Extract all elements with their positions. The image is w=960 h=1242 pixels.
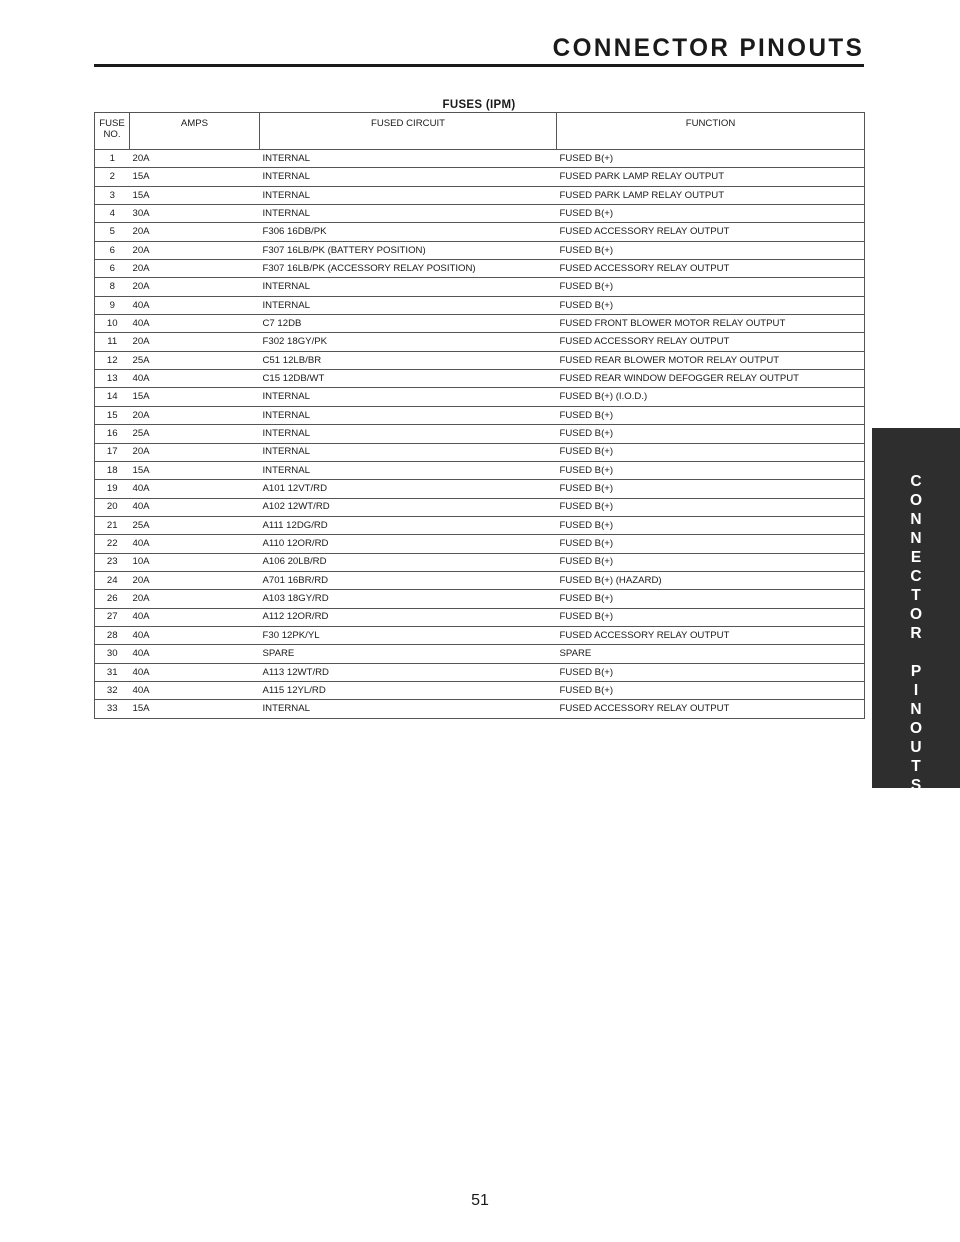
cell-fuse-no: 26 bbox=[95, 590, 130, 608]
cell-fuse-no: 6 bbox=[95, 260, 130, 278]
column-header-fused-circuit: FUSED CIRCUIT bbox=[260, 113, 557, 150]
cell-function: FUSED FRONT BLOWER MOTOR RELAY OUTPUT bbox=[557, 315, 865, 333]
cell-function: FUSED B(+) bbox=[557, 498, 865, 516]
cell-fused-circuit: INTERNAL bbox=[260, 186, 557, 204]
cell-amps: 30A bbox=[130, 205, 260, 223]
column-header-amps: AMPS bbox=[130, 113, 260, 150]
table-row bbox=[95, 626, 865, 644]
side-tab-letter: O bbox=[909, 720, 923, 737]
cell-fuse-no: 18 bbox=[95, 461, 130, 479]
cell-function: FUSED B(+) bbox=[557, 461, 865, 479]
cell-function: FUSED B(+) bbox=[557, 535, 865, 553]
cell-amps: 20A bbox=[130, 278, 260, 296]
cell-function: FUSED B(+) bbox=[557, 425, 865, 443]
cell-fuse-no: 15 bbox=[95, 406, 130, 424]
page-number: 51 bbox=[471, 1192, 489, 1209]
cell-fused-circuit: F306 16DB/PK bbox=[260, 223, 557, 241]
side-tab-letter: P bbox=[910, 663, 922, 680]
cell-function: FUSED B(+) (I.O.D.) bbox=[557, 388, 865, 406]
column-header-fuse-no: FUSE NO. bbox=[95, 113, 130, 150]
table-row bbox=[95, 498, 865, 516]
table-row bbox=[95, 150, 865, 168]
table-title: FUSES (IPM) bbox=[442, 99, 516, 111]
table-row bbox=[95, 443, 865, 461]
cell-fuse-no: 20 bbox=[95, 498, 130, 516]
cell-fuse-no: 6 bbox=[95, 241, 130, 259]
cell-fused-circuit: INTERNAL bbox=[260, 278, 557, 296]
side-tab-letter: S bbox=[910, 777, 922, 794]
side-tab-letter bbox=[872, 643, 960, 662]
cell-amps: 40A bbox=[130, 681, 260, 699]
cell-function: FUSED B(+) bbox=[557, 516, 865, 534]
table-row bbox=[95, 370, 865, 388]
table-row bbox=[95, 700, 865, 718]
table-row bbox=[95, 315, 865, 333]
side-tab-letter: C bbox=[910, 473, 922, 490]
cell-function: FUSED PARK LAMP RELAY OUTPUT bbox=[557, 186, 865, 204]
side-tab-letter: T bbox=[911, 587, 921, 604]
column-header-function: FUNCTION bbox=[557, 113, 865, 150]
cell-amps: 40A bbox=[130, 535, 260, 553]
cell-amps: 20A bbox=[130, 150, 260, 168]
cell-fuse-no: 10 bbox=[95, 315, 130, 333]
cell-fused-circuit: F307 16LB/PK (ACCESSORY RELAY POSITION) bbox=[260, 260, 557, 278]
table-row bbox=[95, 681, 865, 699]
cell-fuse-no: 21 bbox=[95, 516, 130, 534]
cell-function: FUSED REAR BLOWER MOTOR RELAY OUTPUT bbox=[557, 351, 865, 369]
cell-fused-circuit: F302 18GY/PK bbox=[260, 333, 557, 351]
table-row bbox=[95, 241, 865, 259]
table-row bbox=[95, 333, 865, 351]
cell-fused-circuit: INTERNAL bbox=[260, 150, 557, 168]
cell-function: FUSED PARK LAMP RELAY OUTPUT bbox=[557, 168, 865, 186]
table-row bbox=[95, 645, 865, 663]
table-header-row bbox=[95, 113, 865, 150]
cell-function: FUSED ACCESSORY RELAY OUTPUT bbox=[557, 333, 865, 351]
table-row bbox=[95, 480, 865, 498]
cell-fused-circuit: INTERNAL bbox=[260, 700, 557, 718]
cell-fused-circuit: A102 12WT/RD bbox=[260, 498, 557, 516]
cell-fused-circuit: C7 12DB bbox=[260, 315, 557, 333]
cell-function: FUSED B(+) bbox=[557, 608, 865, 626]
side-tab-letter: N bbox=[910, 530, 922, 547]
cell-amps: 20A bbox=[130, 571, 260, 589]
side-tab-letter: O bbox=[909, 606, 923, 623]
cell-fuse-no: 1 bbox=[95, 150, 130, 168]
cell-amps: 40A bbox=[130, 608, 260, 626]
cell-fuse-no: 22 bbox=[95, 535, 130, 553]
cell-amps: 20A bbox=[130, 241, 260, 259]
cell-amps: 15A bbox=[130, 168, 260, 186]
cell-amps: 40A bbox=[130, 315, 260, 333]
page-header-title: CONNECTOR PINOUTS bbox=[552, 34, 864, 62]
side-tab-letters bbox=[872, 472, 960, 795]
cell-function: FUSED B(+) bbox=[557, 443, 865, 461]
table-row bbox=[95, 553, 865, 571]
cell-fused-circuit: A113 12WT/RD bbox=[260, 663, 557, 681]
cell-function: FUSED B(+) bbox=[557, 241, 865, 259]
cell-function: FUSED B(+) bbox=[557, 553, 865, 571]
side-tab-letter: N bbox=[910, 511, 922, 528]
cell-fused-circuit: F307 16LB/PK (BATTERY POSITION) bbox=[260, 241, 557, 259]
table-row bbox=[95, 205, 865, 223]
cell-fused-circuit: INTERNAL bbox=[260, 461, 557, 479]
cell-function: FUSED B(+) bbox=[557, 663, 865, 681]
cell-function: FUSED ACCESSORY RELAY OUTPUT bbox=[557, 223, 865, 241]
cell-fused-circuit: INTERNAL bbox=[260, 425, 557, 443]
table-row bbox=[95, 663, 865, 681]
cell-fused-circuit: INTERNAL bbox=[260, 168, 557, 186]
table-body bbox=[95, 150, 865, 719]
table-row bbox=[95, 168, 865, 186]
cell-fused-circuit: A115 12YL/RD bbox=[260, 681, 557, 699]
cell-fused-circuit: INTERNAL bbox=[260, 296, 557, 314]
table-row bbox=[95, 571, 865, 589]
cell-fused-circuit: INTERNAL bbox=[260, 443, 557, 461]
header-rule bbox=[94, 64, 864, 67]
cell-fused-circuit: A106 20LB/RD bbox=[260, 553, 557, 571]
cell-amps: 25A bbox=[130, 351, 260, 369]
cell-function: FUSED B(+) bbox=[557, 480, 865, 498]
cell-fused-circuit: C51 12LB/BR bbox=[260, 351, 557, 369]
cell-function: FUSED B(+) bbox=[557, 681, 865, 699]
cell-function: FUSED B(+) (HAZARD) bbox=[557, 571, 865, 589]
cell-fuse-no: 19 bbox=[95, 480, 130, 498]
cell-fuse-no: 14 bbox=[95, 388, 130, 406]
cell-function: FUSED REAR WINDOW DEFOGGER RELAY OUTPUT bbox=[557, 370, 865, 388]
table-row bbox=[95, 260, 865, 278]
cell-amps: 15A bbox=[130, 700, 260, 718]
cell-fuse-no: 31 bbox=[95, 663, 130, 681]
cell-fused-circuit: A112 12OR/RD bbox=[260, 608, 557, 626]
table-row bbox=[95, 278, 865, 296]
cell-amps: 10A bbox=[130, 553, 260, 571]
cell-fused-circuit: F30 12PK/YL bbox=[260, 626, 557, 644]
cell-fuse-no: 17 bbox=[95, 443, 130, 461]
cell-fused-circuit: INTERNAL bbox=[260, 388, 557, 406]
cell-amps: 40A bbox=[130, 480, 260, 498]
cell-fused-circuit: SPARE bbox=[260, 645, 557, 663]
cell-fused-circuit: INTERNAL bbox=[260, 205, 557, 223]
table-row bbox=[95, 535, 865, 553]
cell-amps: 25A bbox=[130, 425, 260, 443]
cell-fuse-no: 28 bbox=[95, 626, 130, 644]
cell-function: FUSED B(+) bbox=[557, 150, 865, 168]
cell-function: FUSED B(+) bbox=[557, 278, 865, 296]
table-row bbox=[95, 351, 865, 369]
cell-amps: 40A bbox=[130, 626, 260, 644]
cell-fuse-no: 30 bbox=[95, 645, 130, 663]
cell-amps: 20A bbox=[130, 590, 260, 608]
cell-function: FUSED B(+) bbox=[557, 406, 865, 424]
cell-amps: 40A bbox=[130, 498, 260, 516]
table-row bbox=[95, 461, 865, 479]
cell-fused-circuit: A110 12OR/RD bbox=[260, 535, 557, 553]
cell-function: FUSED ACCESSORY RELAY OUTPUT bbox=[557, 626, 865, 644]
cell-fuse-no: 3 bbox=[95, 186, 130, 204]
table-row bbox=[95, 296, 865, 314]
cell-function: FUSED ACCESSORY RELAY OUTPUT bbox=[557, 260, 865, 278]
cell-fuse-no: 4 bbox=[95, 205, 130, 223]
cell-amps: 20A bbox=[130, 260, 260, 278]
side-tab-letter: U bbox=[910, 739, 922, 756]
table-row bbox=[95, 590, 865, 608]
cell-fuse-no: 16 bbox=[95, 425, 130, 443]
cell-function: FUSED B(+) bbox=[557, 205, 865, 223]
cell-amps: 20A bbox=[130, 333, 260, 351]
table-row bbox=[95, 186, 865, 204]
cell-amps: 40A bbox=[130, 370, 260, 388]
cell-fuse-no: 9 bbox=[95, 296, 130, 314]
cell-amps: 25A bbox=[130, 516, 260, 534]
cell-fuse-no: 27 bbox=[95, 608, 130, 626]
cell-function: FUSED B(+) bbox=[557, 296, 865, 314]
cell-function: FUSED ACCESSORY RELAY OUTPUT bbox=[557, 700, 865, 718]
side-tab-letter: N bbox=[910, 701, 922, 718]
cell-fuse-no: 11 bbox=[95, 333, 130, 351]
cell-function: FUSED B(+) bbox=[557, 590, 865, 608]
cell-amps: 20A bbox=[130, 223, 260, 241]
cell-amps: 20A bbox=[130, 443, 260, 461]
cell-fused-circuit: A111 12DG/RD bbox=[260, 516, 557, 534]
cell-fuse-no: 12 bbox=[95, 351, 130, 369]
cell-fused-circuit: A101 12VT/RD bbox=[260, 480, 557, 498]
cell-fused-circuit: A701 16BR/RD bbox=[260, 571, 557, 589]
cell-fuse-no: 13 bbox=[95, 370, 130, 388]
cell-fuse-no: 2 bbox=[95, 168, 130, 186]
cell-fuse-no: 33 bbox=[95, 700, 130, 718]
cell-fuse-no: 5 bbox=[95, 223, 130, 241]
table-row bbox=[95, 223, 865, 241]
side-tab-letter: I bbox=[913, 682, 919, 699]
table-row bbox=[95, 425, 865, 443]
cell-fuse-no: 8 bbox=[95, 278, 130, 296]
cell-amps: 15A bbox=[130, 388, 260, 406]
table-row bbox=[95, 516, 865, 534]
table-row bbox=[95, 608, 865, 626]
cell-function: SPARE bbox=[557, 645, 865, 663]
cell-amps: 40A bbox=[130, 296, 260, 314]
table-row bbox=[95, 388, 865, 406]
cell-fused-circuit: A103 18GY/RD bbox=[260, 590, 557, 608]
cell-fuse-no: 23 bbox=[95, 553, 130, 571]
fuses-table bbox=[94, 112, 865, 719]
cell-amps: 40A bbox=[130, 645, 260, 663]
side-tab-letter: R bbox=[910, 625, 922, 642]
side-tab-letter: O bbox=[909, 492, 923, 509]
cell-amps: 40A bbox=[130, 663, 260, 681]
cell-amps: 15A bbox=[130, 461, 260, 479]
side-tab-letter: E bbox=[910, 549, 922, 566]
cell-fuse-no: 32 bbox=[95, 681, 130, 699]
table-row bbox=[95, 406, 865, 424]
side-tab-letter: T bbox=[911, 758, 921, 775]
cell-fused-circuit: C15 12DB/WT bbox=[260, 370, 557, 388]
side-tab-letter: C bbox=[910, 568, 922, 585]
cell-amps: 20A bbox=[130, 406, 260, 424]
section-side-tab bbox=[872, 428, 960, 794]
cell-amps: 15A bbox=[130, 186, 260, 204]
cell-fuse-no: 24 bbox=[95, 571, 130, 589]
cell-fused-circuit: INTERNAL bbox=[260, 406, 557, 424]
